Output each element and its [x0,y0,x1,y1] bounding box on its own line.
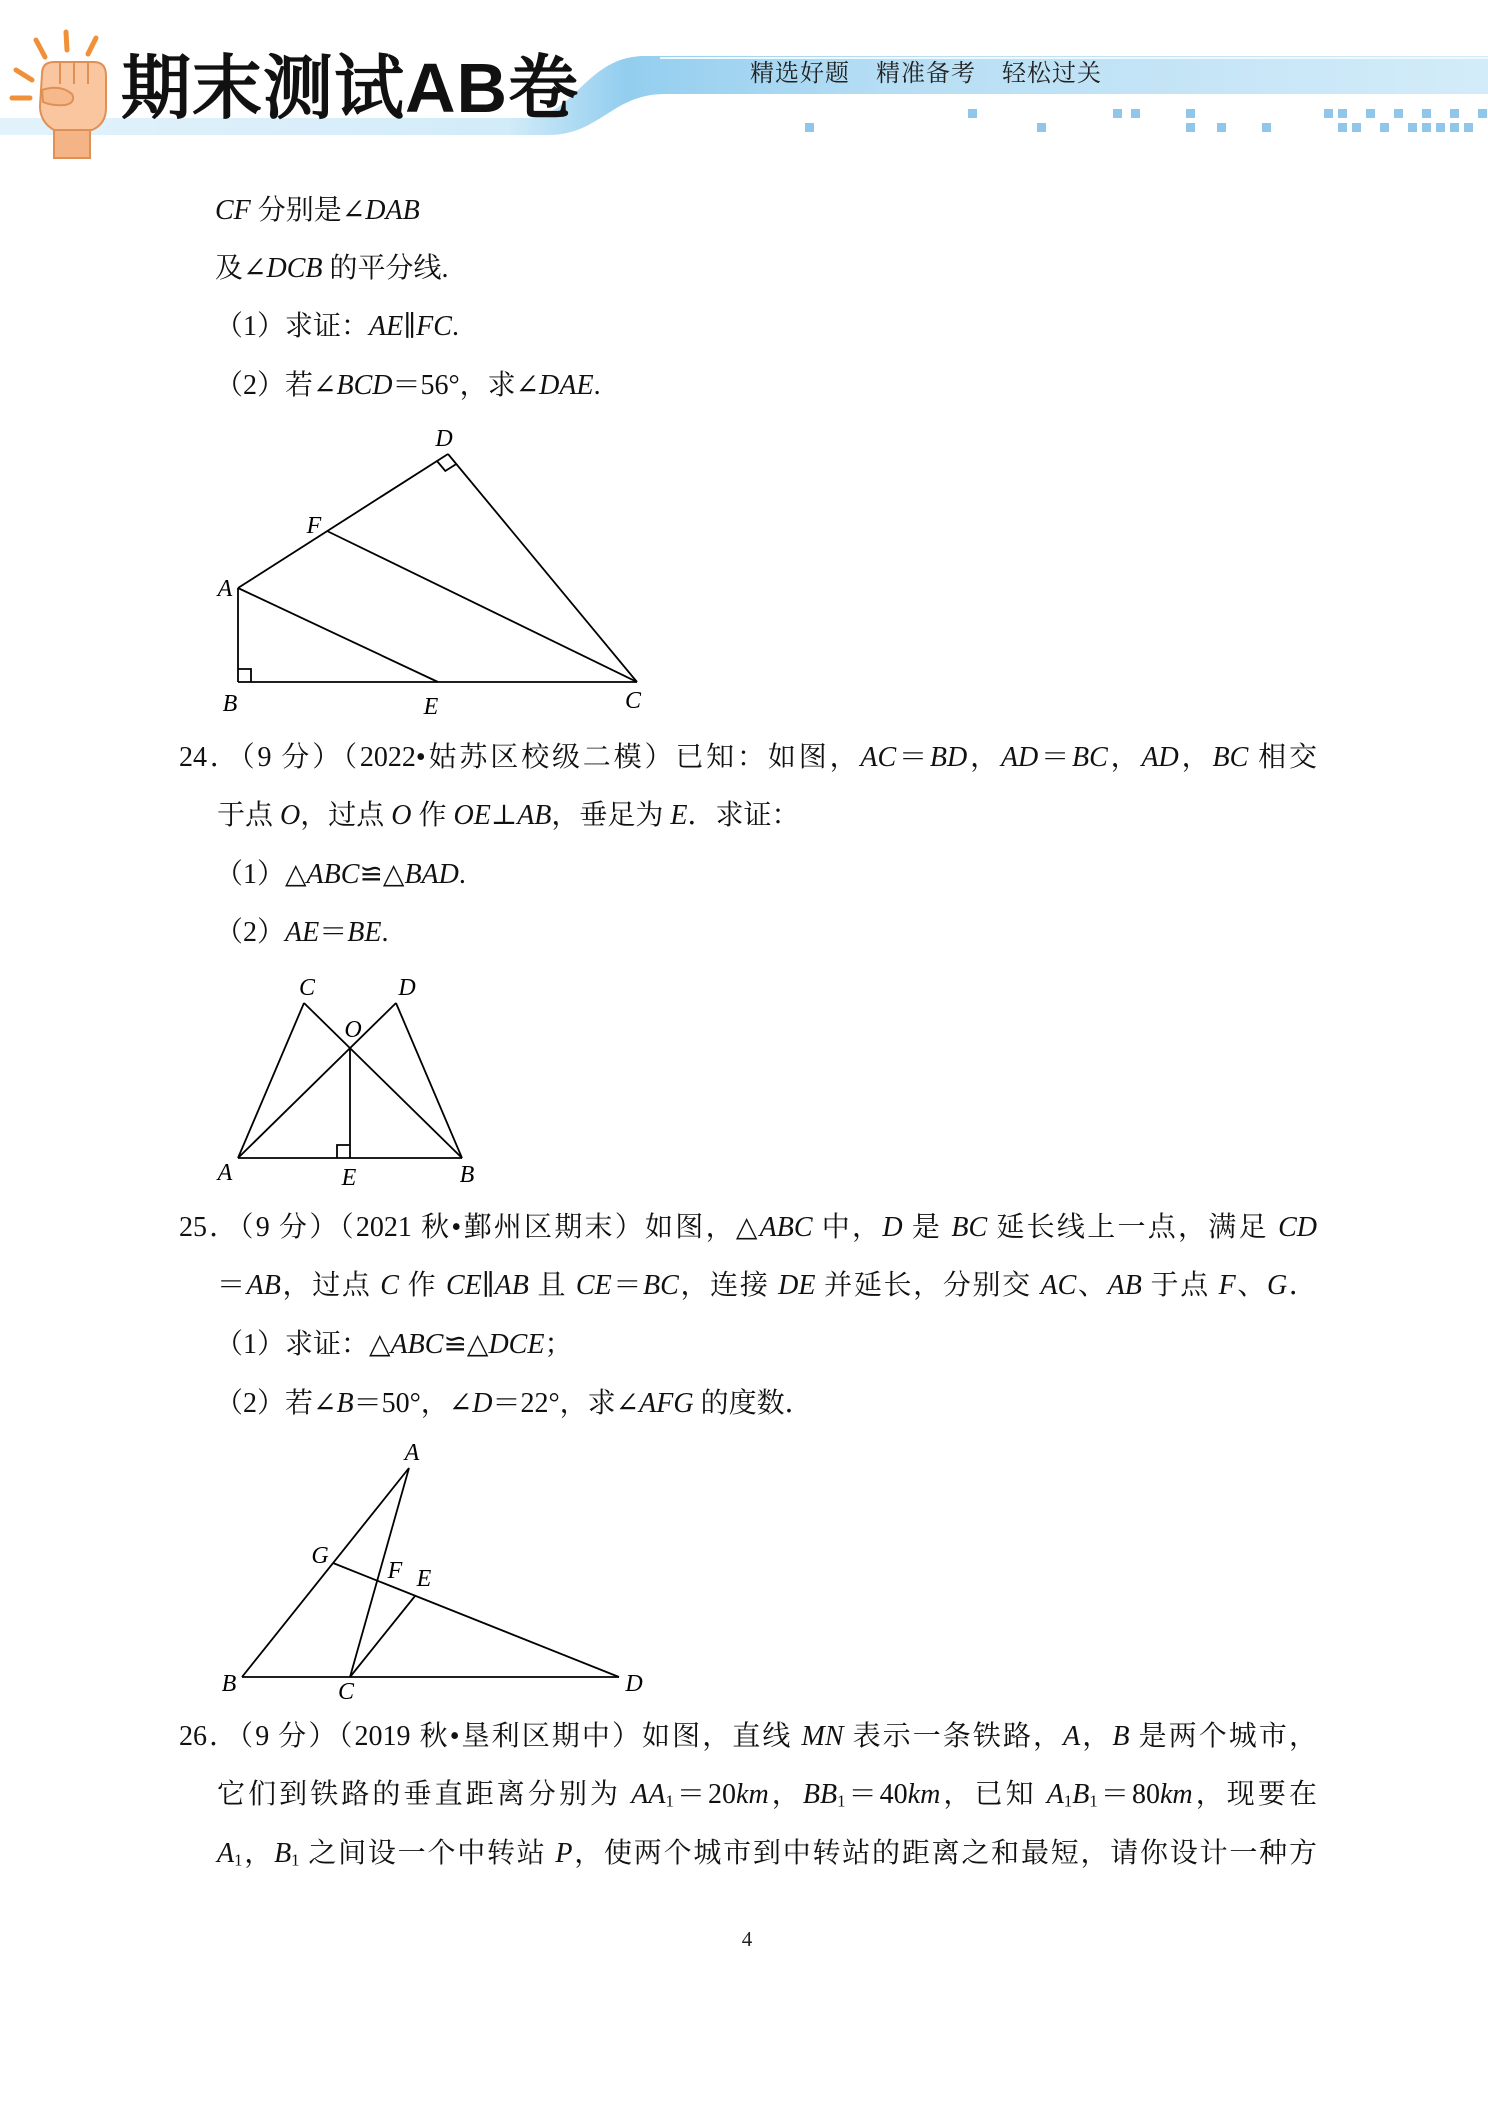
math-variable: G [1267,1270,1288,1301]
math-variable: AE [285,917,320,948]
segment-FC [327,531,637,682]
text-run: 26．（9 分）（2019 秋•垦利区期中）如图，直线 [179,1721,802,1752]
math-variable: AB [246,1270,281,1301]
text-run: ，过点 [280,1270,381,1301]
text-run: ，已知 [940,1779,1047,1810]
page-number: 4 [741,1927,753,1951]
math-variable: DE [778,1270,816,1301]
segment-AD [238,1003,396,1158]
figure-q25 [200,1430,680,1715]
math-variable: AD [1141,742,1179,773]
text-run: 作 [398,1270,446,1301]
math-variable: D [472,1388,493,1419]
text-run: ，连接 [678,1270,779,1301]
q24-stem-line [179,738,1317,778]
q26-stem-line [179,1717,1317,1757]
math-variable: CD [1278,1212,1317,1243]
right-angle-mark-D [437,461,456,471]
text-run: ． [1287,1270,1317,1301]
q23-text-line [215,191,420,231]
text-run: ， [768,1779,803,1810]
point-label-C: C [298,975,316,1001]
segment-BD [396,1003,462,1158]
point-label-F: F [306,513,322,539]
subscript: 1 [665,1791,674,1811]
text-run: ＝80 [1097,1779,1160,1810]
text-run: . [458,859,466,890]
text-run: . [381,917,389,948]
segment-GD [333,1563,619,1677]
subscript: 1 [1089,1791,1098,1811]
segment-CE [350,1596,415,1677]
math-variable: DCB [266,253,323,284]
text-run: 是 [902,1212,952,1243]
text-run: ∥ [481,1270,495,1301]
text-run: ＝40 [845,1779,908,1810]
point-label-C: C [337,1679,355,1705]
q25-sub-question-2 [215,1384,813,1424]
point-label-E: E [416,1566,432,1592]
text-run: . [593,370,601,401]
subscript: 1 [1063,1791,1073,1811]
point-label-F: F [387,1558,403,1584]
point-label-B: B [221,1671,237,1697]
math-variable: km [907,1779,941,1810]
q24-stem-line [217,796,800,836]
math-variable: BAD [404,859,459,890]
raised-fist-icon [8,28,123,160]
text-run: 、 [1076,1270,1108,1301]
math-variable: P [555,1838,573,1869]
math-variable: ABC [759,1212,813,1243]
text-run: ， [242,1838,275,1869]
math-variable: BE [347,917,382,948]
point-label-A: A [217,576,233,602]
text-run: 作 [411,800,454,831]
math-variable: DCE [488,1329,545,1360]
text-run: 及∠ [215,253,267,284]
text-run: ＝20 [673,1779,737,1810]
text-run: （2）若∠ [215,370,337,401]
text-run: 的平分线. [322,253,449,284]
math-variable: OE [453,800,491,831]
math-variable: MN [801,1721,844,1752]
q23-text-line [215,249,448,289]
page-title: 期末测试AB卷 [121,49,580,127]
text-run: 是两个城市， [1129,1721,1317,1752]
q23-sub-question-1 [215,307,459,347]
math-variable: BC [1212,742,1249,773]
text-run: ＝ [319,917,348,948]
math-variable: B [336,1388,354,1419]
text-run: 、 [1235,1270,1268,1301]
text-run: ≌△ [443,1329,489,1360]
math-variable: AC [1040,1270,1077,1301]
tagline-item: 轻松过关 [1002,60,1102,87]
text-run: ＝ [1038,742,1072,773]
text-run: ＝56°，求∠ [392,370,540,401]
tagline-item: 精选好题 [750,60,850,87]
text-run: （1）△ [215,859,307,890]
text-run: 于点 [1141,1270,1219,1301]
math-variable: AA [631,1779,666,1810]
math-variable: DAE [539,370,594,401]
text-run: （1）求证： [215,311,370,342]
text-run: （2）若∠ [215,1388,337,1419]
math-variable: km [736,1779,769,1810]
q26-stem-line [217,1834,1317,1874]
text-run: ； [544,1329,573,1360]
right-angle-mark-B [238,669,251,682]
text-run: 分别是∠ [250,195,366,226]
text-run: 的度数． [693,1388,813,1419]
text-run: 并延长，分别交 [815,1270,1041,1301]
text-run: 它们到铁路的垂直距离分别为 [217,1779,632,1810]
point-label-B: B [222,691,238,717]
segment-BC [304,1003,462,1158]
subscript: 1 [234,1850,243,1870]
point-label-B: B [459,1162,475,1188]
math-variable: A [217,1838,235,1869]
q25-sub-question-1 [215,1325,572,1365]
point-label-E: E [423,694,439,720]
math-variable: BCD [336,370,393,401]
math-variable: AD [1000,742,1039,773]
segment-BA [242,1468,409,1677]
math-variable: E [670,800,688,831]
math-variable: B [274,1838,292,1869]
q23-sub-question-2 [215,366,601,406]
point-label-C: C [624,688,642,714]
text-run: ⊥ [490,800,518,831]
text-run: ，现要在 [1192,1779,1317,1810]
text-run: ∥ [403,311,417,342]
point-label-G: G [311,1543,329,1569]
math-variable: B [1072,1779,1090,1810]
text-run: ， [1080,1721,1113,1752]
math-variable: B [1112,1721,1130,1752]
math-variable: A [1046,1779,1064,1810]
math-variable: AB [1107,1270,1142,1301]
point-label-A: A [217,1160,233,1186]
banner-dots [805,109,1487,132]
text-run: ， [967,742,1001,773]
text-run: ， [1178,742,1213,773]
math-variable: DAB [365,195,420,226]
text-run: ＝ [611,1270,644,1301]
text-run: ＝ [217,1270,247,1301]
q24-sub-question-1 [215,855,466,895]
math-variable: BB [802,1779,838,1810]
text-run: ．求证： [687,800,800,831]
point-label-D: D [625,1671,643,1697]
text-run: 且 [528,1270,576,1301]
math-variable: AC [860,742,897,773]
q25-stem-line [217,1266,1317,1306]
text-run: . [451,311,459,342]
segment-AD [238,454,448,588]
segment-DC [448,454,637,682]
text-run: 中， [812,1212,883,1243]
math-variable: A [1063,1721,1081,1752]
segment-AC [238,1003,304,1158]
math-variable: BC [643,1270,679,1301]
text-run: 相交 [1248,742,1317,773]
text-run: ≌△ [359,859,405,890]
point-label-O: O [344,1017,362,1043]
text-run: ，过点 [300,800,392,831]
text-run: ，垂足为 [551,800,671,831]
text-run: ＝ [896,742,930,773]
text-run: ＝50°，∠ [353,1388,473,1419]
point-label-D: D [398,975,416,1001]
math-variable: FC [416,311,452,342]
math-variable: AB [517,800,552,831]
text-run: ＝22°，求∠ [492,1388,640,1419]
point-label-A: A [404,1440,420,1466]
text-run: 之间设一个中转站 [299,1838,556,1869]
math-variable: BC [1071,742,1108,773]
math-variable: C [380,1270,399,1301]
segment-AE [238,588,438,682]
figure-q23 [200,420,680,730]
math-variable: F [1218,1270,1236,1301]
math-variable: O [280,800,301,831]
math-variable: AFG [639,1388,694,1419]
math-variable: O [391,800,412,831]
text-run: ，使两个城市到中转站的距离之和最短，请你设计一种方 [572,1838,1317,1869]
math-variable: CE [575,1270,612,1301]
math-variable: CF [215,195,251,226]
math-variable: ABC [306,859,360,890]
math-variable: BD [929,742,968,773]
math-variable: D [882,1212,903,1243]
math-variable: BC [951,1212,988,1243]
tagline-item: 精准备考 [876,60,976,87]
math-variable: ABC [390,1329,444,1360]
figure-q24 [200,970,520,1200]
math-variable: CE [445,1270,482,1301]
q26-stem-line [217,1775,1317,1815]
q24-sub-question-2 [215,913,388,953]
text-run: 24．（9 分）（2022•姑苏区校级二模）已知：如图， [179,742,861,773]
math-variable: AE [369,311,404,342]
text-run: （1）求证：△ [215,1329,391,1360]
text-run: 于点 [217,800,281,831]
subscript: 1 [291,1850,300,1870]
right-angle-mark-E [337,1145,350,1158]
math-variable: km [1159,1779,1193,1810]
math-variable: AB [494,1270,529,1301]
point-label-D: D [435,426,453,452]
text-run: 25．（9 分）（2021 秋•鄞州区期末）如图，△ [179,1212,760,1243]
q25-stem-line [179,1208,1317,1248]
header-tagline [750,61,1102,87]
text-run: ， [1107,742,1142,773]
text-run: （2） [215,917,286,948]
text-run: 表示一条铁路， [843,1721,1064,1752]
text-run: 延长线上一点，满足 [987,1212,1279,1243]
point-label-E: E [341,1165,357,1191]
subscript: 1 [837,1791,846,1811]
